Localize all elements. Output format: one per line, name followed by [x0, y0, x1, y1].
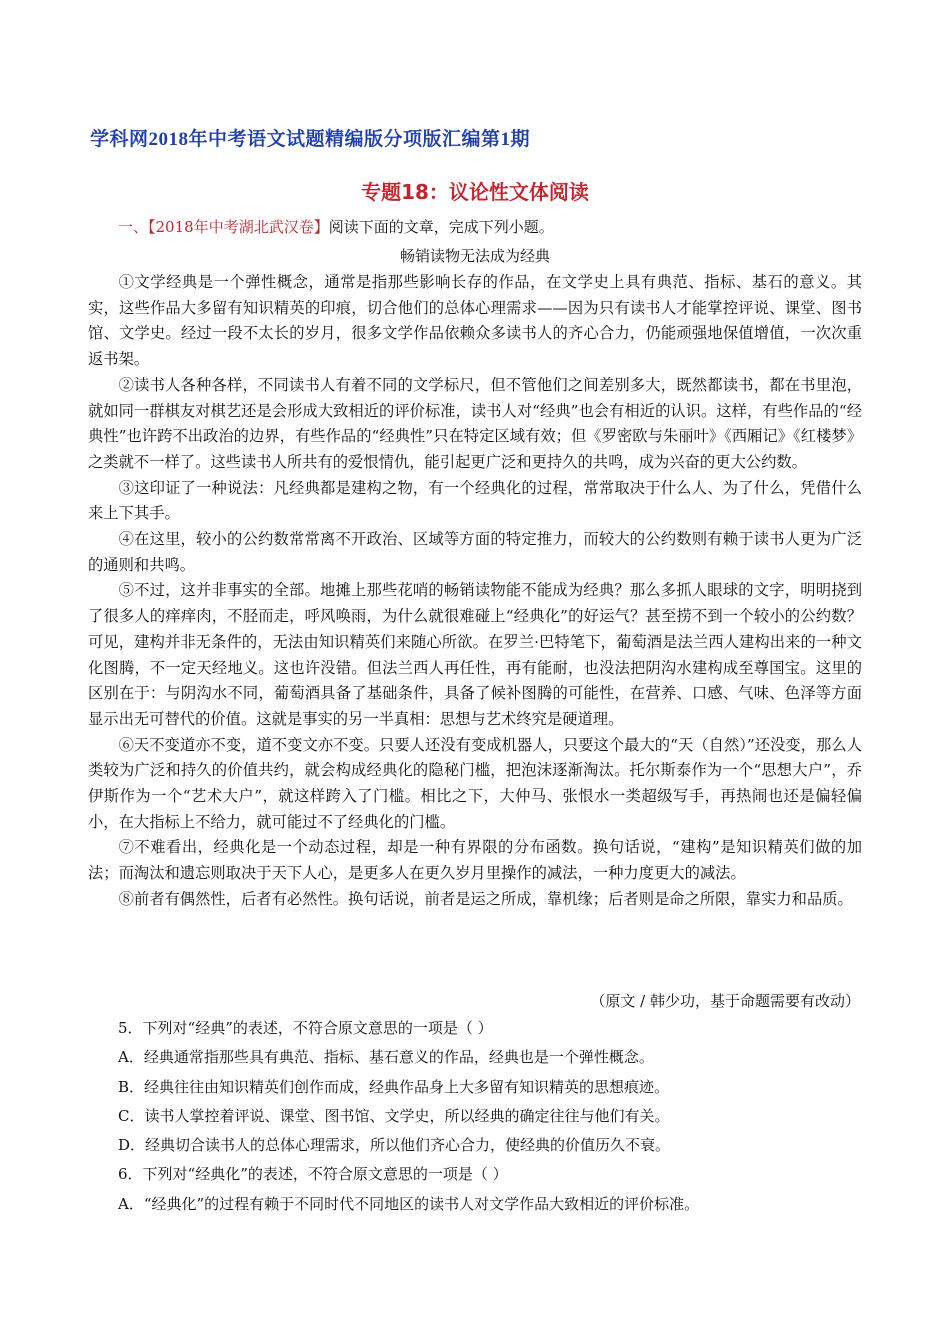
option-a: A．经典通常指那些具有典范、指标、基石意义的作品，经典也是一个弹性概念。: [118, 1048, 654, 1067]
article-paragraph: ③这印证了一种说法：凡经典都是建构之物，有一个经典化的过程，常常取决于什么人、为了什么，凭借什么来上下其手。: [88, 478, 862, 523]
option-b: B．经典往往由知识精英们创作而成，经典作品身上大多留有知识精英的思想痕迹。: [118, 1077, 670, 1096]
question-stem-6: 6．下列对“经典化”的表述，不符合原文意思的一项是（ ）: [118, 1165, 508, 1184]
article-paragraph: ①文学经典是一个弹性概念，通常是指那些影响长存的作品，在文学史上具有典范、指标、基石的意义。其实，这些作品大多留有知识精英的印痕，切合他们的总体心理需求——因为只有读书人才能掌控评说、课堂、图书馆、文学史。经过一段不太长的岁月，很多文学作品依赖众多读书人的齐心合力，仍能顽强地保值增值，一次次重返书架。: [88, 273, 862, 369]
article-body: [88, 270, 862, 913]
article-paragraph: ④在这里，较小的公约数常常离不开政治、区域等方面的特定推力，而较大的公约数则有赖于读书人更为广泛的通则和共鸣。: [88, 530, 862, 574]
question-source: 【2018年中考湖北武汉卷】: [148, 218, 329, 236]
article-paragraph: ⑥天不变道亦不变，道不变文亦不变。只要人还没有变成机器人，只要这个最大的“天（自然）”还没变，那么人类较为广泛和持久的价值共约，就会构成经典化的隐秘门槛，把泡沫逐渐淘汰。托尔斯泰作为一个“思想大户”，乔伊斯作为一个“艺术大户”，就这样跨入了门槛。相比之下，大仲马、张恨水一类超级写手，再热闹也还是偏轻偏小，在大指标上不给力，就可能过不了经典化的门槛。: [88, 735, 862, 831]
source-note: （原文 / 韩少功，基于命题需要有改动）: [590, 992, 860, 1010]
topic-title: 专题18：议论性文体阅读: [361, 180, 589, 204]
question-intro: [118, 215, 554, 239]
option-c: C．读书人掌控着评说、课堂、图书馆、文学史，所以经典的确定往往与他们有关。: [118, 1106, 670, 1125]
document-header: 学科网2018年中考语文试题精编版分项版汇编第1期: [90, 129, 531, 150]
option-a: A．“经典化”的过程有赖于不同时代不同地区的读书人对文学作品大致相近的评价标准。: [118, 1194, 700, 1213]
option-d: D．经典切合读书人的总体心理需求，所以他们齐心合力，使经典的价值历久不衰。: [118, 1136, 671, 1155]
article-paragraph: ⑦不难看出，经典化是一个动态过程，却是一种有界限的分布函数。换句话说，“建构”是知识精英们做的加法；而淘汰和遗忘则取决于天下人心，是更多人在更久岁月里操作的减法，一种力度更大的减法。: [88, 838, 862, 883]
question-stem-5: 5．下列对“经典”的表述，不符合原文意思的一项是（ ）: [118, 1019, 493, 1037]
question-number: 一、: [118, 218, 149, 236]
article-title: 畅销读物无法成为经典: [399, 247, 550, 265]
article-paragraph: ⑧前者有偶然性，后者有必然性。换句话说，前者是运之所成，靠机缘；后者则是命之所限，靠实力和品质。: [118, 889, 853, 908]
article-paragraph: ②读书人各种各样，不同读书人有着不同的文学标尺，但不管他们之间差别多大，既然都读书，都在书里泡，就如同一群棋友对棋艺还是会形成大致相近的评价标准，读书人对“经典”也会有相近的认识。这样，有些作品的“经典性”也许跨不出政治的边界，有些作品的“经典性”只在特定区域有效；但《罗密欧与朱丽叶》《西厢记》《红楼梦》之类就不一样了。这些读书人所共有的爱恨情仇，能引起更广泛和更持久的共鸣，成为兴奋的更大公约数。: [88, 375, 862, 471]
question-list: [118, 1014, 878, 1219]
question-instruction: 阅读下面的文章，完成下列小题。: [328, 218, 554, 236]
article-paragraph: ⑤不过，这并非事实的全部。地摊上那些花哨的畅销读物能不能成为经典？那么多抓人眼球的文字，明明挠到了很多人的痒痒肉，不胫而走，呼风唤雨，为什么就很难碰上“经典化”的好运气？甚至捞不到一个较小的公约数？可见，建构并非无条件的，无法由知识精英们来随心所欲。在罗兰·巴特笔下，葡萄酒是法兰西人建构出来的一种文化图腾，不一定天经地义。这也许没错。但法兰西人再任性，再有能耐，也没法把阴沟水建构成至尊国宝。这里的区别在于：与阴沟水不同，葡萄酒具备了基础条件，具备了候补图腾的可能性，在营养、口感、气味、色泽等方面显示出无可替代的价值。这就是事实的另一半真相：思想与艺术终究是硬道理。: [88, 581, 862, 728]
